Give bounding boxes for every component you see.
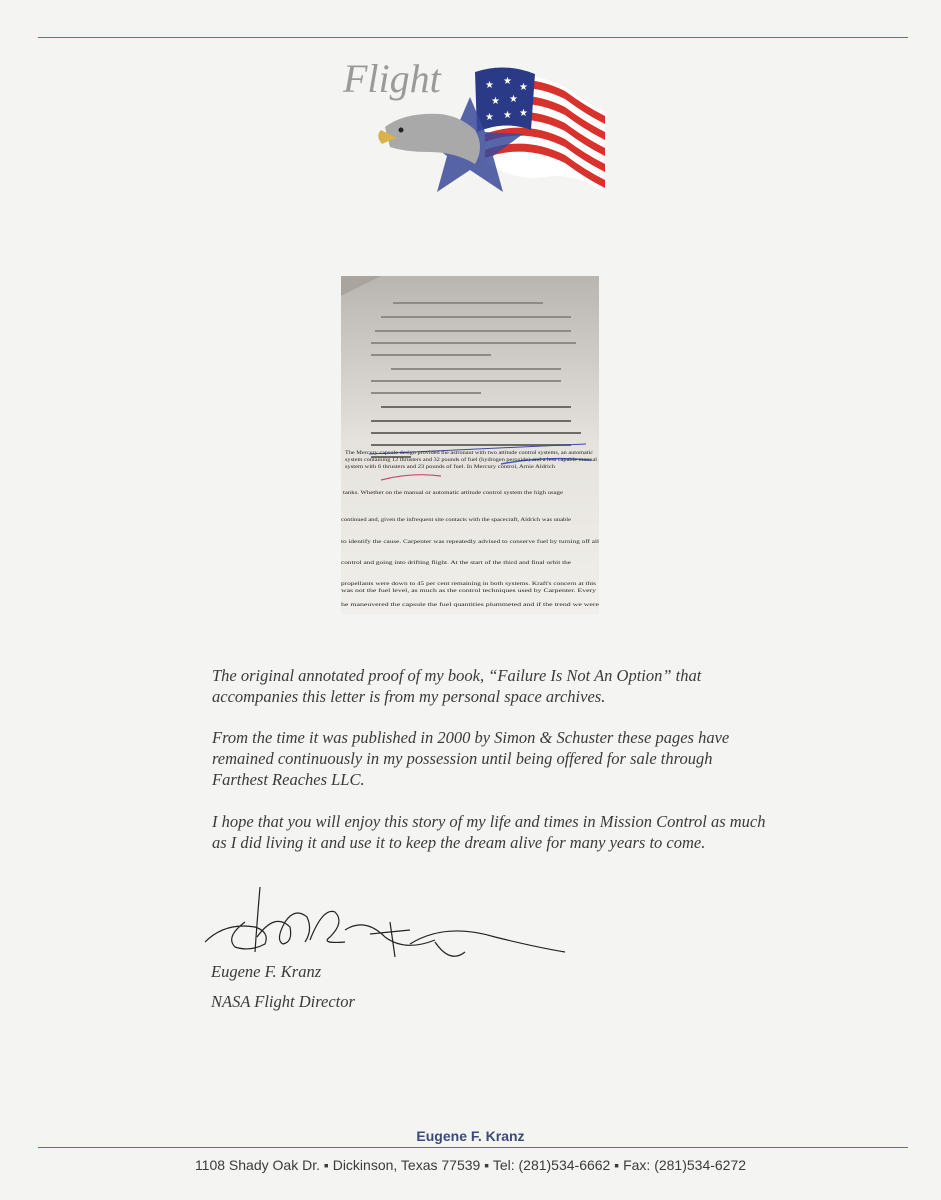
proof-line: The Mercury capsule design provided the astronaut with two attitude control systems, an automatic [345,450,594,456]
letter-paragraph [212,727,772,790]
flight-logo [335,52,615,197]
svg-text:★: ★ [485,112,494,123]
footer-name: Eugene F. Kranz [416,1128,525,1144]
paragraph-text: I hope that you will enjoy this story of my life and times in Mission Control as much as I did living it and use it to keep the dream alive for many years to come. [212,812,766,852]
proof-line: continued and, given the infrequent site contacts with the spacecraft, Aldrich was unable [341,517,532,523]
proof-line: system containing 12 thrusters and 32 pounds of fuel (hydrogen peroxide) and a less capable manual [345,457,562,463]
signer-title: NASA Flight Director [211,992,355,1011]
proof-line: to identify the cause. Carpenter was repeatedly advised to conserve fuel by turning off all [341,539,534,545]
svg-text:★: ★ [519,108,528,119]
proof-line: system with 6 thrusters and 23 pounds of fuel. In Mercury control, Arnie Aldrich [345,464,520,470]
signature-icon [195,882,575,972]
letter-paragraph [212,665,772,707]
paragraph-text: From the time it was published in 2000 by Simon & Schuster these pages have remained continuously in my possession until being offered for sale through Farthest Reaches LLC. [212,728,730,789]
proof-line: tanks. Whether on the manual or automatic attitude control system the high usage [343,490,564,496]
bottom-rule [38,1147,908,1148]
svg-text:★: ★ [519,82,528,93]
svg-text:★: ★ [503,110,512,121]
svg-text:★: ★ [503,76,512,87]
proof-line: propellants were down to 45 per cent remaining in both systems. Kraft's concern at this [341,581,529,587]
top-rule [38,37,908,38]
proof-line: control and going into drifting flight. At the start of the third and final orbit the [341,560,511,566]
signer-name: Eugene F. Kranz [211,962,322,981]
footer-address: 1108 Shady Oak Dr. ▪ Dickinson, Texas 77539 ▪ Tel: (281)534-6662 ▪ Fax: (281)534-6272 [194,1157,747,1173]
proof-page-image [341,276,599,614]
svg-text:★: ★ [509,94,518,105]
proof-line: he maneuvered the capsule the fuel quantities plummeted and if the trend we were [341,602,519,608]
logo-text: Flight [343,56,441,101]
proof-photo [341,276,599,614]
svg-text:★: ★ [491,96,500,107]
letter-paragraph [212,811,772,853]
svg-text:★: ★ [485,80,494,91]
proof-line: was not the fuel level, as much as the control techniques used by Carpenter. Every [341,588,519,594]
paragraph-text: The original annotated proof of my book, “Failure Is Not An Option” that accompanies this letter is from my personal space archives. [212,666,702,706]
